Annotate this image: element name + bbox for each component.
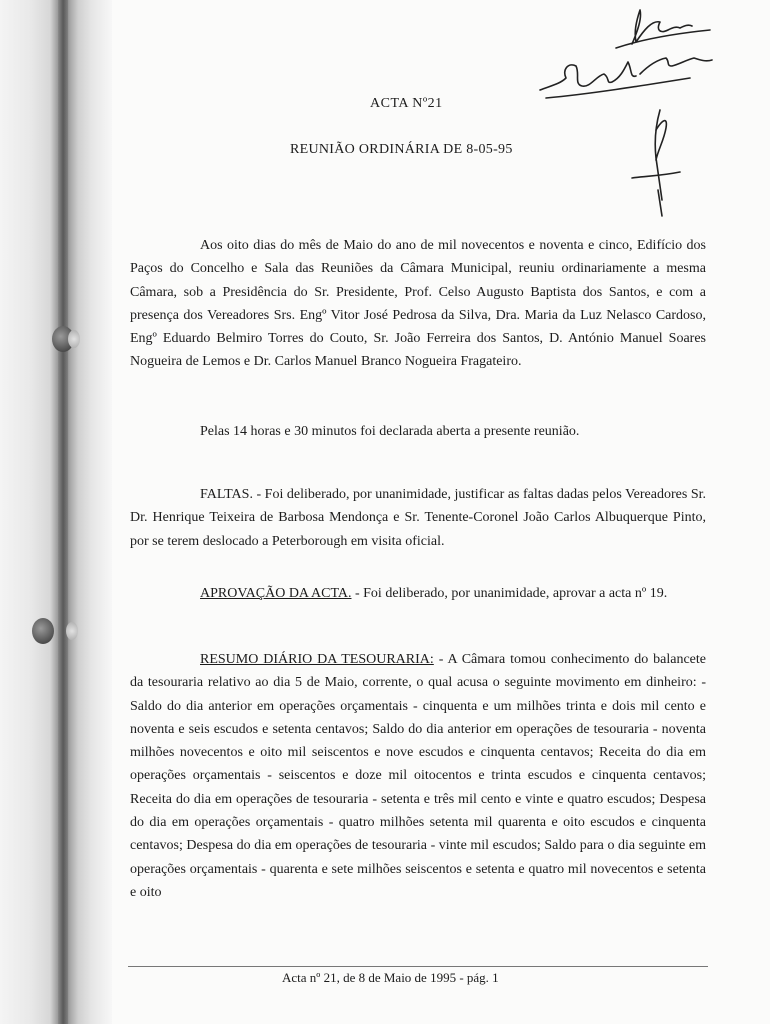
section-heading-aprovacao: APROVAÇÃO DA ACTA. xyxy=(200,586,352,601)
paragraph-faltas xyxy=(130,483,706,553)
aprovacao-text: - Foi deliberado, por unanimidade, aprovar a acta nº 19. xyxy=(351,586,668,601)
section-heading-faltas: FALTAS. xyxy=(200,487,253,502)
document-title: ACTA Nº21 xyxy=(370,96,443,111)
paragraph-opening-time: Pelas 14 horas e 30 minutos foi declarada aberta a presente reunião. xyxy=(200,424,580,439)
punch-hole-top xyxy=(68,330,80,348)
paragraph-opening: Aos oito dias do mês de Maio do ano de mil novecentos e noventa e cinco, Edifício dos Paços do Concelho e Sala das Reuniões da Câmara Municipal, reuniu ordinariamente a mesma Câmara, sob a Presidência do Sr. Presidente, Prof. Celso Augusto Baptista dos Santos, e com a presença dos Vereadores Srs. Engº Vitor José Pedrosa da Silva, Dra. Maria da Luz Nelasco Cardoso, Engº Eduardo Belmiro Torres do Couto, Sr. João Ferreira dos Santos, D. António Manuel Soares Nogueira de Lemos e Dr. Carlos Manuel Branco Nogueira Fragateiro. xyxy=(130,238,706,370)
section-heading-tesouraria: RESUMO DIÁRIO DA TESOURARIA: xyxy=(200,652,434,667)
binding-rod xyxy=(58,0,68,1024)
paragraph-aprovacao-acta xyxy=(130,582,706,605)
footer-divider xyxy=(128,966,708,967)
binding-ring-bottom xyxy=(32,618,54,644)
faltas-text: - Foi deliberado, por unanimidade, justificar as faltas dadas pelos Vereadores Sr. Dr. Henrique Teixeira de Barbosa Mendonça e Sr. Tenente-Coronel João Carlos Albuquerque Pinto, por se terem deslocado a Peterborough em visita oficial. xyxy=(130,487,706,549)
tesouraria-text: - A Câmara tomou conhecimento do balancete da tesouraria relativo ao dia 5 de Maio, corrente, o qual acusa o seguinte movimento em dinheiro: - Saldo do dia anterior em operações orçamentais - cinquenta e um milhões trinta e dois mil cento e noventa e seis escudos e setenta centavos; Saldo do dia anterior em operações de tesouraria - noventa milhões novecentos e oito mil seiscentos e nove escudos e cinquenta centavos; Receita do dia em operações orçamentais - seiscentos e doze mil oitocentos e trinta escudos e cinquenta centavos; Receita do dia em operações de tesouraria - setenta e três mil cento e vinte e quatro escudos; Despesa do dia em operações orçamentais - quatro milhões setenta mil quarenta e oito escudos e cinquenta centavos; Despesa do dia em operações de tesouraria - vinte mil escudos; Saldo para o dia seguinte em operações orçamentais - quarenta e sete milhões seiscentos e setenta e quatro mil novecentos e setenta e oito xyxy=(130,652,706,900)
punch-hole-bottom xyxy=(66,622,78,640)
page-footer: Acta nº 21, de 8 de Maio de 1995 - pág. 1 xyxy=(282,970,499,985)
document-subtitle: REUNIÃO ORDINÁRIA DE 8-05-95 xyxy=(290,142,513,157)
handwritten-signatures xyxy=(520,0,770,230)
binding-edge xyxy=(0,0,112,1024)
paragraph-resumo-tesouraria xyxy=(130,648,706,904)
